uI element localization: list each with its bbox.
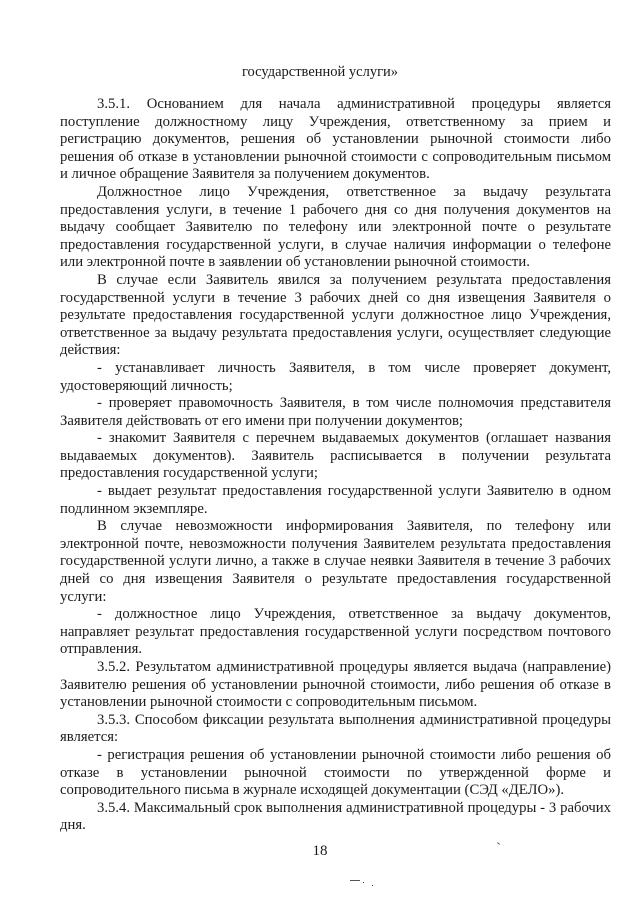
paragraph-3-5-4: 3.5.4. Максимальный срок выполнения административной процедуры - 3 рабочих дня. (60, 799, 611, 834)
paragraph-3-5-2: 3.5.2. Результатом административной процедуры является выдача (направление) Заявителю решения об установлении рыночной стоимости, либо решения об отказе в установлении рыночной стоимости с сопроводительным письмом. (60, 659, 611, 711)
document-body (60, 96, 611, 835)
list-item-authority: - проверяет правомочность Заявителя, в том числе полномочия представителя Заявителя действовать от его имени при получении документов; (60, 395, 611, 429)
scan-speck (363, 882, 364, 883)
page-number: 18 (312, 843, 328, 859)
scan-speck (350, 880, 360, 881)
list-item-registration: - регистрация решения об установлении рыночной стоимости либо решения об отказе в установлении рыночной стоимости по утвержденной форме и сопроводительного письма в журнале исходящей документации (СЭД «ДЕЛО»). (60, 746, 611, 799)
paragraph-3-5-3: 3.5.3. Способом фиксации результата выполнения административной процедуры является: (60, 711, 611, 746)
paragraph-notification: Должностное лицо Учреждения, ответственное за выдачу результата предоставления услуги, в течение 1 рабочего дня со дня получения документов на выдачу сообщает Заявителю по телефону или электронной почте о результате предоставления государственной услуги, в случае наличия информации о телефоне или электронной почте в заявлении об установлении рыночной стоимости. (60, 183, 611, 271)
list-item-postal: - должностное лицо Учреждения, ответственное за выдачу документов, направляет результат предоставления государственной услуги посредством почтового отправления. (60, 606, 611, 658)
paragraph-3-5-1: 3.5.1. Основанием для начала административной процедуры является поступление должностному лицу Учреждения, ответственному за прием и регистрацию документов, решения об установлении рыночной стоимости либо решения об отказе в установлении рыночной стоимости с сопроводительным письмом и личное обращение Заявителя за получением документов. (60, 96, 611, 183)
page-heading: государственной услуги» (241, 64, 399, 80)
list-item-issue: - выдает результат предоставления государственной услуги Заявителю в одном подлинном экземпляре. (60, 483, 611, 517)
paragraph-impossibility: В случае невозможности информирования Заявителя, по телефону или электронной почте, невозможности получения Заявителем результата предоставления государственной услуги лично, а также в случае неявки Заявителя в течение 3 рабочих дней со дня извещения Заявителя о результате предоставления государственной услуги: (60, 518, 611, 605)
paragraph-applicant-appeared: В случае если Заявитель явился за получением результата предоставления государственной услуги в течение 3 рабочих дней со дня извещения Заявителя о результате предоставления государственной услуги должностное лицо Учреждения, ответственное за выдачу результата предоставления услуги, осуществляет следующие действия: (60, 271, 611, 359)
scan-speck (372, 885, 373, 886)
list-item-identity: - устанавливает личность Заявителя, в том числе проверяет документ, удостоверяющий личность; (60, 359, 611, 394)
list-item-documents: - знакомит Заявителя с перечнем выдаваемых документов (оглашает названия выдаваемых документов). Заявитель расписывается в получении результата предоставления государственной услуги; (60, 430, 611, 482)
